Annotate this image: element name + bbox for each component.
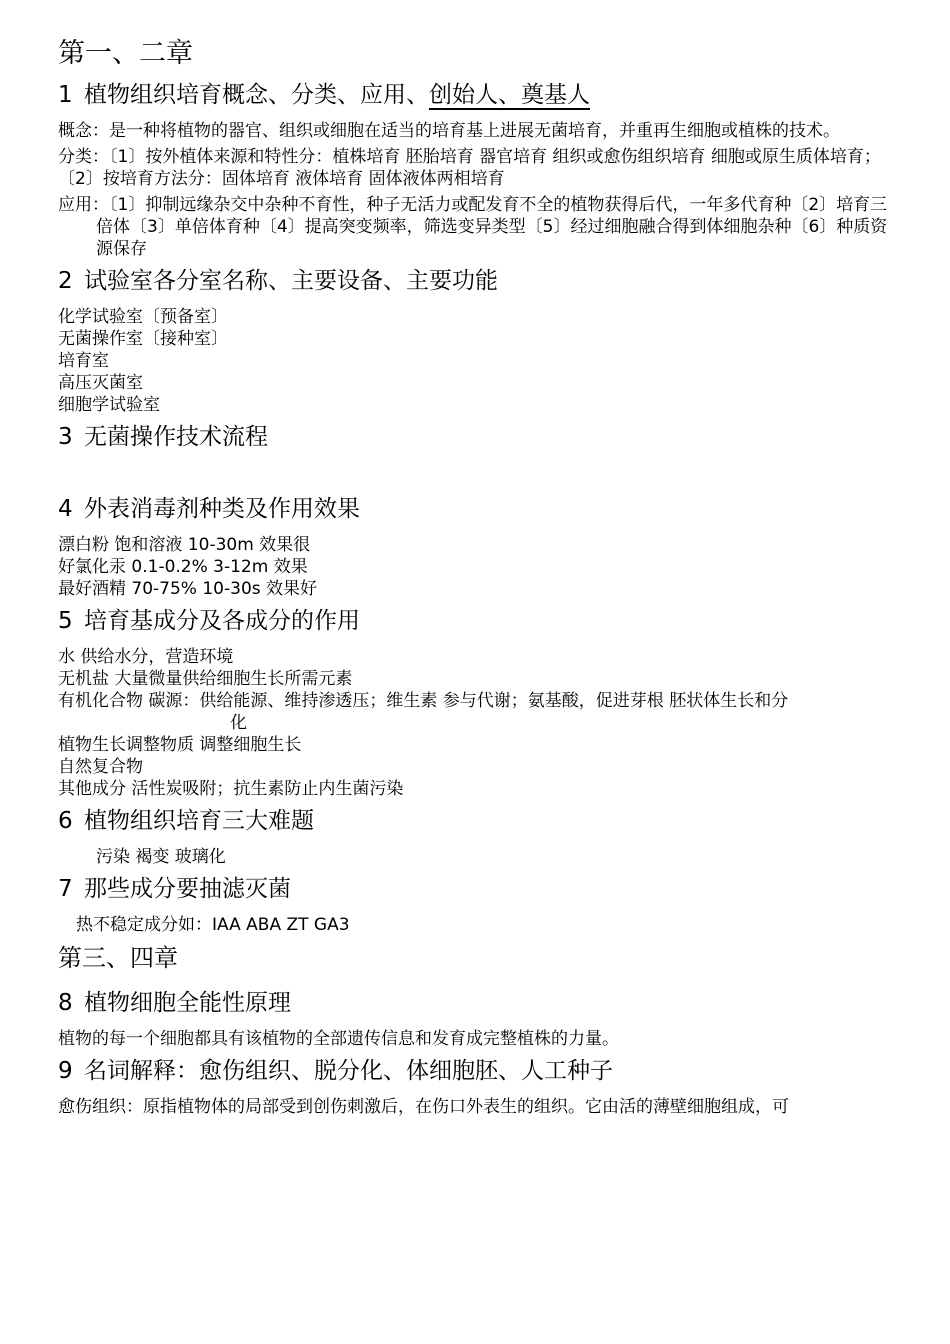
section-6-body: 污染 褐变 玻璃化 (96, 847, 226, 867)
section-8-number: 8 (58, 990, 73, 1016)
section-2-heading-text: 试验室各分室名称、主要设备、主要功能 (84, 268, 498, 294)
section-4-heading (58, 494, 898, 524)
section-7-heading-text: 那些成分要抽滤灭菌 (84, 876, 291, 902)
medium-component-line: 植物生长调整物质 调整细胞生长 (58, 735, 302, 755)
disinfectant-line: 最好酒精 70-75% 10-30s 效果好 (58, 579, 318, 599)
section-4-heading-text: 外表消毒剂种类及作用效果 (84, 496, 360, 522)
section-3-number: 3 (58, 424, 73, 450)
section-2-number: 2 (58, 268, 73, 294)
medium-component-line: 其他成分 活性炭吸附；抗生素防止内生菌污染 (58, 779, 404, 799)
application-paragraph: 应用：〔1〕抑制远缘杂交中杂种不育性，种子无活力或配发育不全的植物获得后代，一年多代育种〔2〕培育三倍体〔3〕单倍体育种〔4〕提高突变频率，筛选变异类型〔5〕经过细胞融合得到体细胞杂种〔6〕种质资源保存 (58, 195, 888, 259)
section-6-heading-text: 植物组织培育三大难题 (84, 808, 314, 834)
section-8-heading-text: 植物细胞全能性原理 (84, 990, 291, 1016)
section-1-number: 1 (58, 82, 73, 108)
section-7-number: 7 (58, 876, 73, 902)
section-9-heading (58, 1056, 898, 1086)
lab-room-item: 高压灭菌室 (58, 373, 143, 393)
section-1-heading (58, 80, 898, 110)
medium-component-line: 自然复合物 (58, 757, 143, 777)
section-7-body: 热不稳定成分如：IAA ABA ZT GA3 (76, 915, 350, 935)
section-5-heading-text: 培育基成分及各成分的作用 (84, 608, 360, 634)
disinfectant-line: 漂白粉 饱和溶液 10-30m 效果很 (58, 535, 311, 555)
concept-paragraph: 概念：是一种将植物的器官、组织或细胞在适当的培育基上进展无菌培育，并重再生细胞或植株的技术。 (58, 121, 840, 141)
section-3-heading-text: 无菌操作技术流程 (84, 424, 268, 450)
section-4-number: 4 (58, 496, 73, 522)
section-9-number: 9 (58, 1058, 73, 1084)
document-page (58, 36, 898, 1118)
section-7-heading (58, 874, 898, 904)
medium-component-line: 水 供给水分，营造环境 (58, 647, 234, 667)
lab-room-item: 细胞学试验室 (58, 395, 160, 415)
section-6-heading (58, 806, 898, 836)
classification-paragraph: 分类：〔1〕按外植体来源和特性分：植株培育 胚胎培育 器官培育 组织或愈伤组织培育 细胞或原生质体培育；〔2〕按培育方法分：固体培育 液体培育 固体液体两相培育 (58, 147, 881, 189)
section-8-body: 植物的每一个细胞都具有该植物的全部遗传信息和发育成完整植株的力量。 (58, 1029, 619, 1049)
section-1-heading-text: 植物组织培育概念、分类、应用、 (84, 82, 429, 108)
medium-component-line: 有机化合物 碳源：供给能源、维持渗透压；维生素 参与代谢；氨基酸，促进芽根 胚状体生长和分 (58, 691, 789, 711)
section-9-heading-text: 名词解释：愈伤组织、脱分化、体细胞胚、人工种子 (84, 1058, 613, 1084)
chapter-title-1: 第一、二章 (58, 38, 193, 69)
medium-component-line-continued: 化 (230, 713, 247, 733)
lab-room-item: 无菌操作室〔接种室〕 (58, 329, 228, 349)
section-5-heading (58, 606, 898, 636)
section-2-heading (58, 266, 898, 296)
chapter-title-2: 第三、四章 (58, 944, 178, 972)
section-5-number: 5 (58, 608, 73, 634)
lab-room-item: 化学试验室〔预备室〕 (58, 307, 228, 327)
medium-component-line: 无机盐 大量微量供给细胞生长所需元素 (58, 669, 353, 689)
section-9-body: 愈伤组织：原指植物体的局部受到创伤刺激后，在伤口外表生的组织。它由活的薄壁细胞组成，可 (58, 1097, 789, 1117)
section-1-heading-underlined: 创始人、奠基人 (429, 82, 590, 108)
lab-room-item: 培育室 (58, 351, 109, 371)
section-6-number: 6 (58, 808, 73, 834)
section-3-heading (58, 422, 898, 452)
disinfectant-line: 好氯化汞 0.1-0.2% 3-12m 效果 (58, 557, 308, 577)
section-8-heading (58, 988, 898, 1018)
